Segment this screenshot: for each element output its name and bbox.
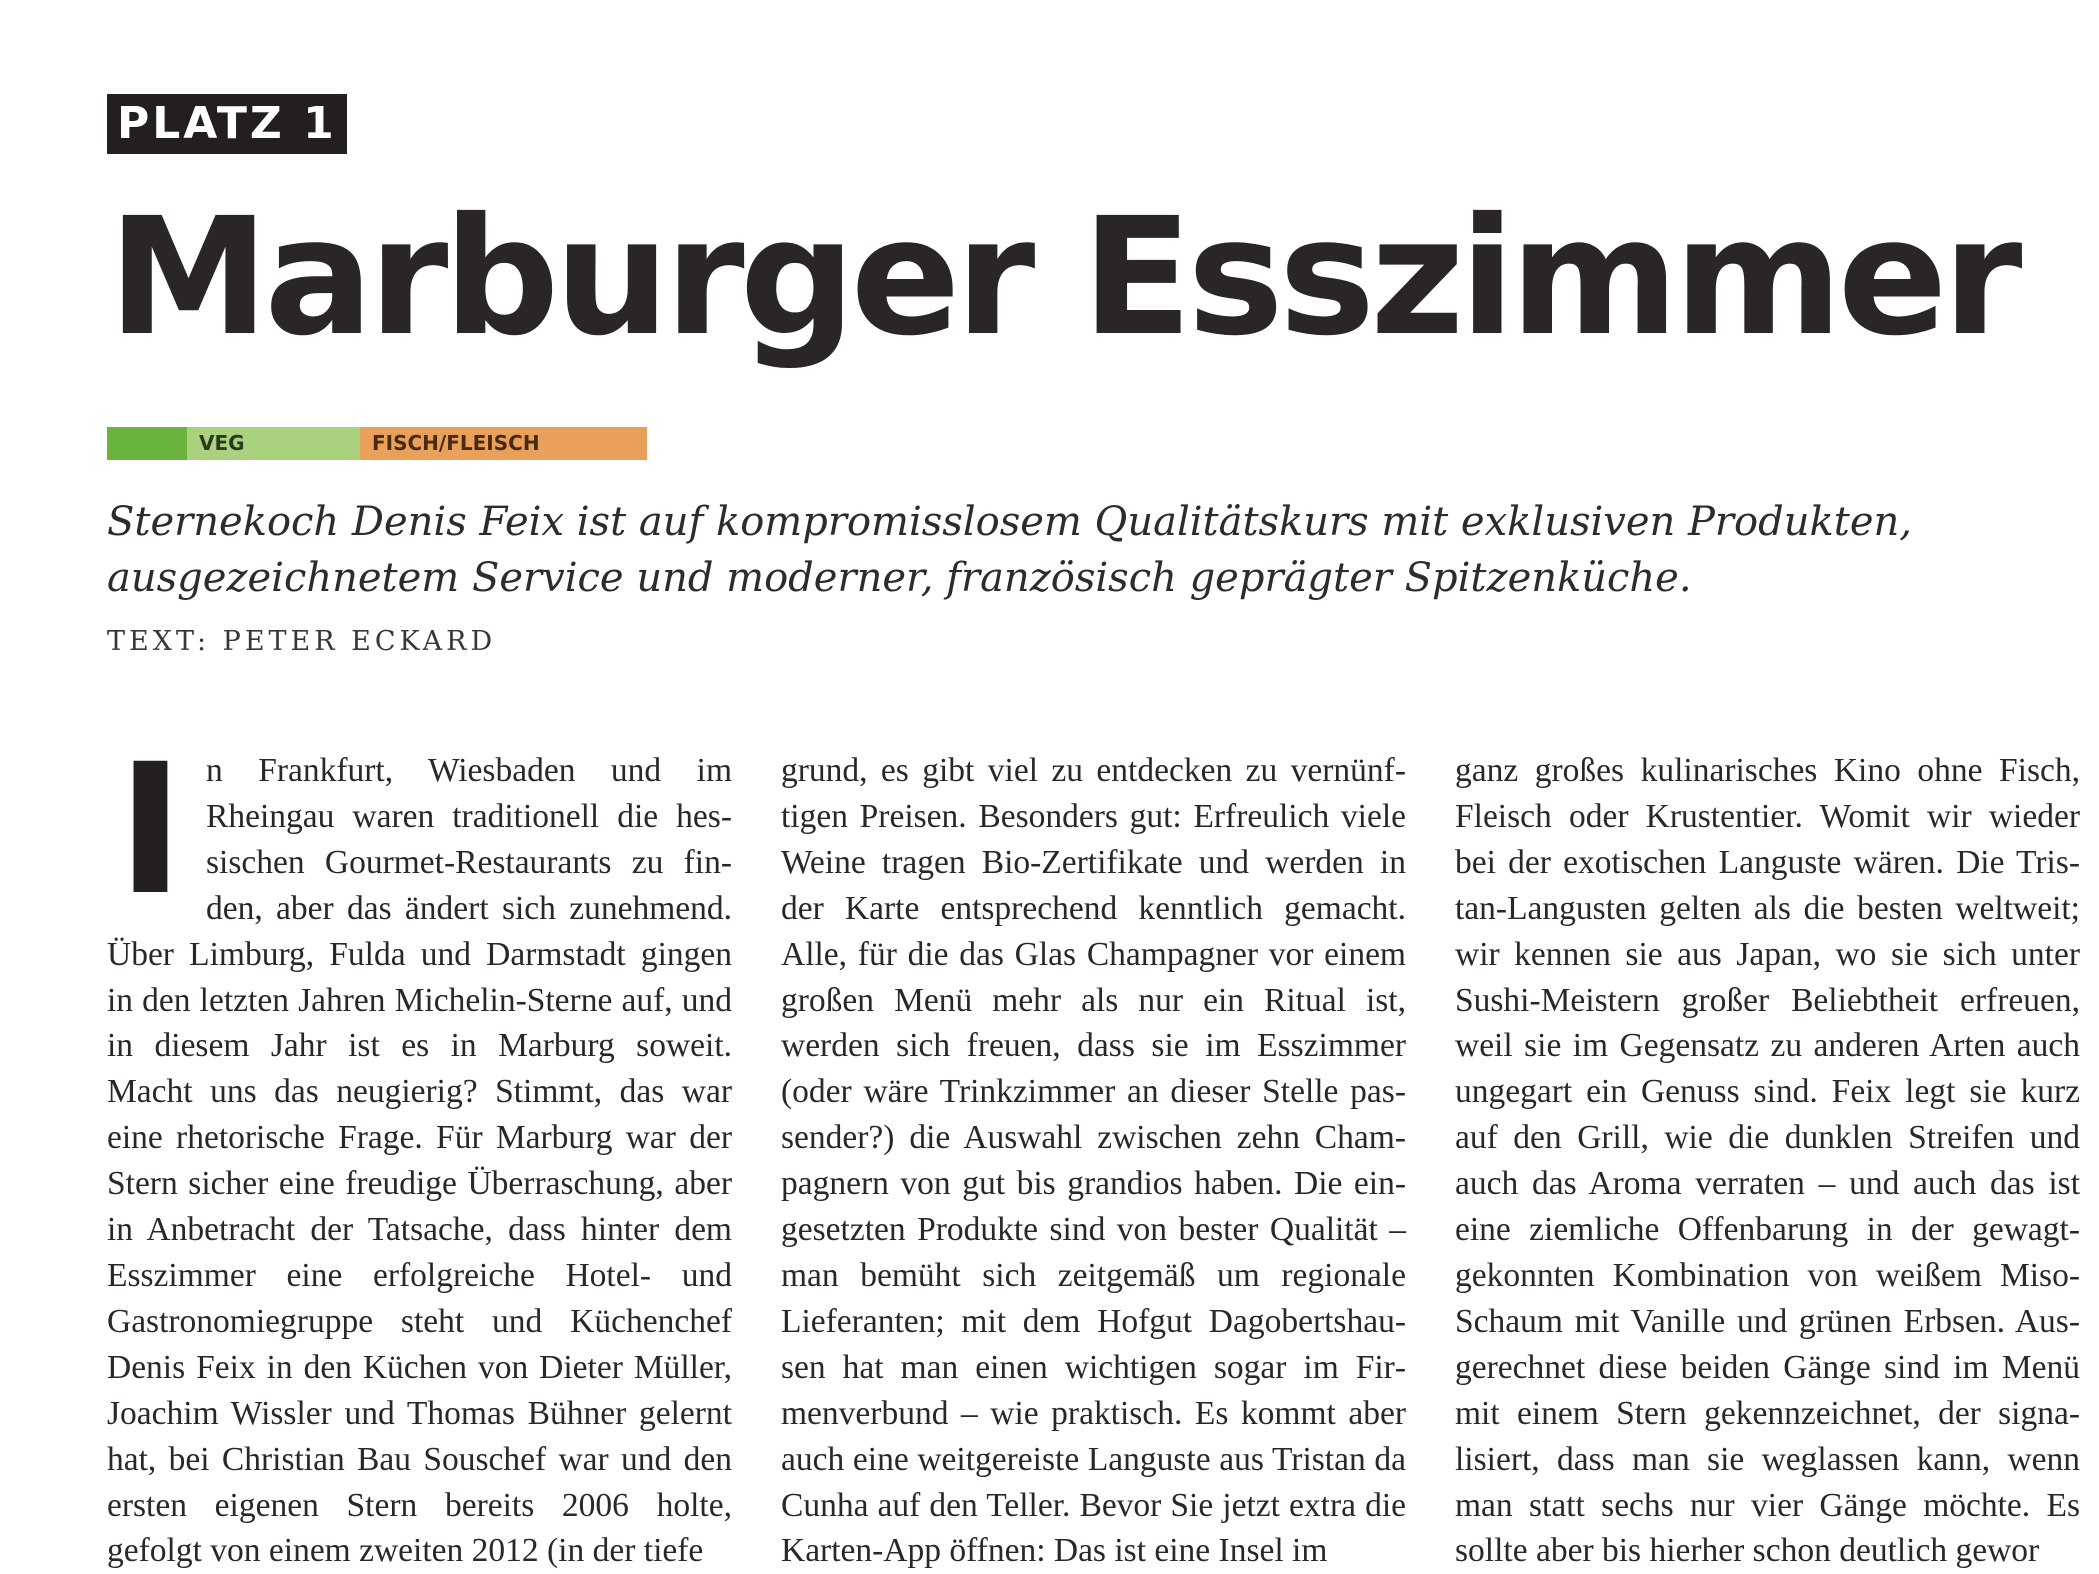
- byline: TEXT: PETER ECKARD: [107, 626, 497, 657]
- body-column-3: [1455, 748, 2080, 1570]
- headline: Marburger Esszimmer: [108, 184, 2018, 372]
- body-text-1: n Frankfurt, Wiesbaden und im Rheingau waren traditionell die hessischen Gourmet-Restaurants zu finden, aber das ändert sich zunehmend. Über Limburg, Fulda und Darmstadt gingen in den letzten Jahren Michelin-Sterne auf, und in diesem Jahr ist es in Marburg soweit. Macht uns das neugierig? Stimmt, das war eine rhetorische Frage. Für Marburg war der Stern sicher eine freudige Überraschung, aber in Anbetracht der Tatsache, dass hinter dem Esszimmer eine erfolgreiche Hotel- und Gastronomiegruppe steht und Küchenchef Denis Feix in den Küchen von Dieter Müller, Joachim Wissler und Thomas Bühner gelernt hat, bei Christian Bau Souschef war und den ersten eigenen Stern bereits 2006 holte, gefolgt von einem zweiten 2012 (in der tiefe: [107, 752, 732, 1570]
- category-bar: [107, 427, 647, 460]
- lede: Sternekoch Denis Feix ist auf kompromisslosem Qualitätskurs mit exklusiven Produkten, ausgezeichnetem Service und moderner, französisch geprägter Spitzenküche.: [107, 499, 1912, 601]
- dropcap: I: [117, 726, 184, 935]
- rank-badge: PLATZ 1: [107, 94, 347, 154]
- body-paragraph-3: ganz großes kulinarisches Kino ohne Fisch, Fleisch oder Krustentier. Womit wir wieder bei der exotischen Languste wären. Die Tristan-Langusten gelten als die besten weltweit; wir kennen sie aus Japan, wo sie sich unter Sushi-Meistern großer Beliebtheit erfreuen, weil sie im Gegensatz zu anderen Arten auch ungegart ein Genuss sind. Feix legt sie kurz auf den Grill, wie die dunklen Streifen und auch das Aroma verraten – und auch das ist eine ziemliche Offenbarung in der gewagt-gekonnten Kombination von weißem MisoSchaum mit Vanille und grünen Erbsen. Ausgerechnet diese beiden Gänge sind im Menü mit einem Stern gekennzeichnet, der signalisiert, dass man sie weglassen kann, wenn man statt sechs nur vier Gänge möchte. Es sollte aber bis hierher schon deutlich gewor: [1455, 752, 2080, 1570]
- body-paragraph-1: [107, 726, 732, 1574]
- body-column-1: [107, 726, 732, 1570]
- body-paragraph-2: grund, es gibt viel zu entdecken zu vernünftigen Preisen. Besonders gut: Erfreulich viele Weine tragen Bio-Zertifikate und werden in der Karte entsprechend kenntlich gemacht. Alle, für die das Glas Champagner vor einem großen Menü mehr als nur ein Ritual ist, werden sich freuen, dass sie im Esszimmer (oder wäre Trinkzimmer an dieser Stelle passender?) die Auswahl zwischen zehn Champagnern von gut bis grandios haben. Die eingesetzten Produkte sind von bester Qualität – man bemüht sich zeitgemäß um regionale Lieferanten; mit dem Hofgut Dagobertshausen hat man einen wichtigen sogar im Firmenverbund – wie praktisch. Es kommt aber auch eine weitgereiste Languste aus Tristan da Cunha auf den Teller. Bevor Sie jetzt extra die Karten-App öffnen: Das ist eine Insel im: [781, 752, 1406, 1570]
- veg-label: VEG: [187, 427, 360, 460]
- fish-meat-label: FISCH/FLEISCH: [360, 427, 647, 460]
- veg-bar-marker: [107, 427, 187, 460]
- body-columns: [107, 726, 2080, 1570]
- body-column-2: [781, 748, 1406, 1570]
